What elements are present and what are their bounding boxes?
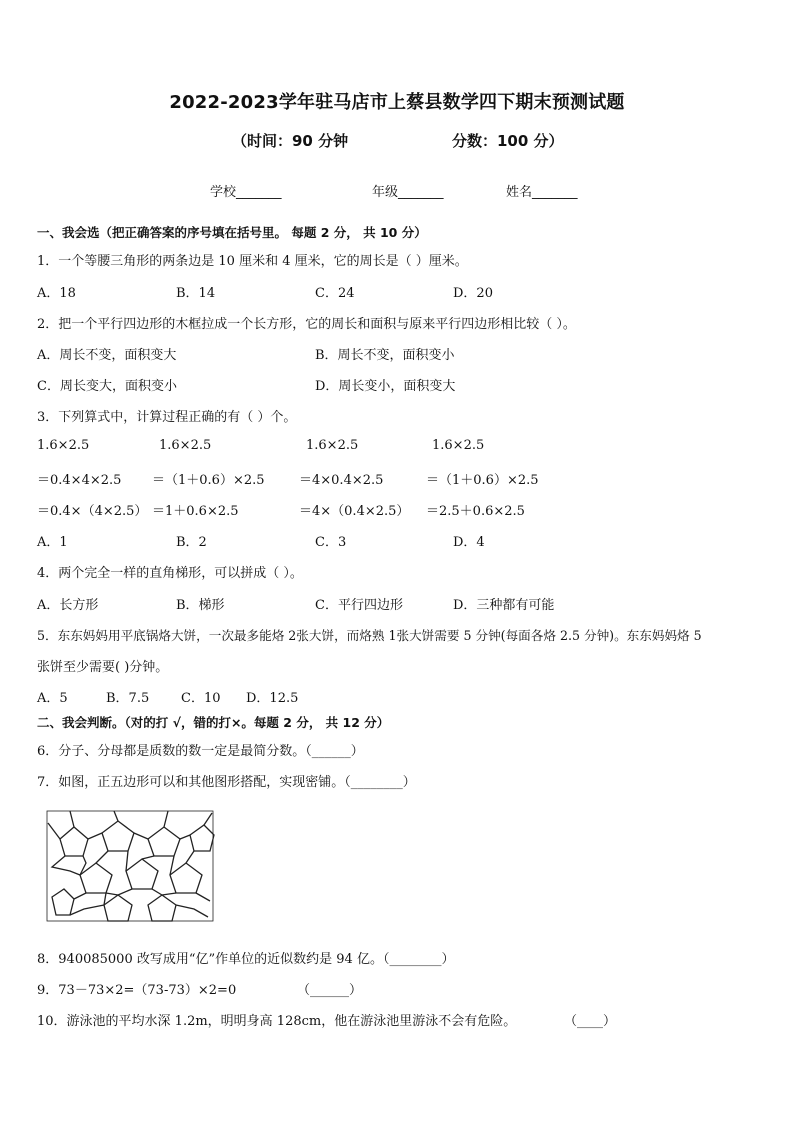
question-10: 10．游泳池的平均水深 1.2m，明明身高 128cm，他在游泳池里游泳不会有危险。 [37,1014,517,1029]
question-5-line-1: 5．东东妈妈用平底锅烙大饼，一次最多能烙 2张大饼，而烙熟 1张大饼需要 5 分钟(每面各烙 2.5 分钟)。东东妈妈烙 5 [37,628,702,643]
q1-option-a: A．18 [37,286,76,301]
score-label: 分数：100 分） [452,132,564,150]
q2-option-c: C．周长变大，面积变小 [37,379,177,394]
q9-answer-blank: （______） [297,983,363,998]
name-field: 姓名_______ [506,185,578,200]
question-9: 9．73－73×2=（73-73）×2=0 [37,983,237,998]
q3-expr-1-4: 1.6×2.5 [432,438,485,453]
q10-answer-blank: （____） [564,1014,617,1029]
page-title: 2022-2023学年驻马店市上蔡县数学四下期末预测试题 [169,92,625,113]
q3-expr-2-4: ＝（1＋0.6）×2.5 [426,473,539,488]
q5-option-a: A．5 [37,691,68,706]
q3-expr-3-3: ＝4×（0.4×2.5） [299,504,410,519]
q3-option-c: C．3 [315,535,347,550]
q4-option-b: B．梯形 [176,598,225,613]
q2-option-b: B．周长不变，面积变小 [315,348,455,363]
school-field: 学校_______ [210,185,282,200]
section1-heading: 一、我会选（把正确答案的序号填在括号里。 每题 2 分， 共 10 分） [37,225,427,240]
q3-option-a: A．1 [37,535,68,550]
question-1: 1．一个等腰三角形的两条边是 10 厘米和 4 厘米，它的周长是（ ）厘米。 [37,254,468,269]
grade-field: 年级_______ [372,185,444,200]
q3-expr-1-3: 1.6×2.5 [306,438,359,453]
q3-expr-2-2: ＝（1＋0.6）×2.5 [152,473,265,488]
question-2: 2．把一个平行四边形的木框拉成一个长方形，它的周长和面积与原来平行四边形相比较（ ）。 [37,317,576,332]
question-5-line-2: 张饼至少需要( )分钟。 [37,660,169,675]
q3-expr-3-4: ＝2.5＋0.6×2.5 [426,504,525,519]
question-6: 6．分子、分母都是质数的数一定是最简分数。（______） [37,744,364,759]
q5-option-c: C．10 [181,691,221,706]
q2-option-a: A．周长不变，面积变大 [37,348,177,363]
q3-expr-2-3: ＝4×0.4×2.5 [299,473,384,488]
q5-option-b: B．7.5 [106,691,150,706]
q3-expr-2-1: ＝0.4×4×2.5 [37,473,122,488]
q3-expr-3-2: ＝1＋0.6×2.5 [152,504,239,519]
question-3: 3．下列算式中，计算过程正确的有（ ）个。 [37,410,297,425]
q4-option-d: D．三种都有可能 [453,598,555,613]
q3-expr-3-1: ＝0.4×（4×2.5） [37,504,148,519]
q3-expr-1-1: 1.6×2.5 [37,438,90,453]
q2-option-d: D．周长变小，面积变大 [315,379,456,394]
question-7: 7．如图，正五边形可以和其他图形搭配，实现密铺。（________） [37,775,416,790]
q3-expr-1-2: 1.6×2.5 [159,438,212,453]
q1-option-c: C．24 [315,286,355,301]
q1-option-d: D．20 [453,286,493,301]
q3-option-b: B．2 [176,535,207,550]
pentagon-tiling-figure [44,805,216,927]
time-label: （时间：90 分钟 [232,132,349,150]
q4-option-a: A．长方形 [37,598,99,613]
q3-option-d: D．4 [453,535,485,550]
q4-option-c: C．平行四边形 [315,598,403,613]
q1-option-b: B．14 [176,286,216,301]
question-8: 8．940085000 改写成用“亿”作单位的近似数约是 94 亿。（________） [37,952,455,967]
section2-heading: 二、我会判断。（对的打 √，错的打×。每题 2 分， 共 12 分） [37,715,390,730]
q5-option-d: D．12.5 [246,691,299,706]
question-4: 4．两个完全一样的直角梯形，可以拼成（ ）。 [37,566,303,581]
